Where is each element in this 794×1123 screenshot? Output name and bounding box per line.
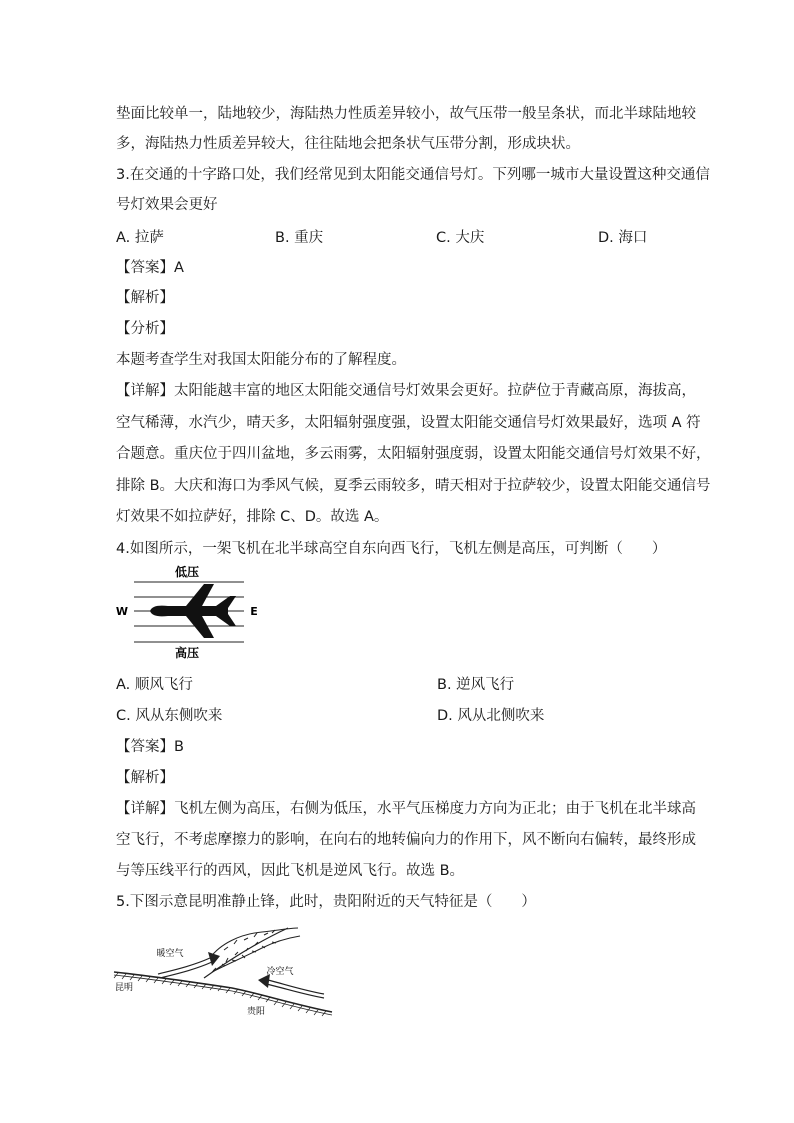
q4-figure-top-label: 低压 — [174, 565, 200, 579]
q4-option-a: A. 顺风飞行 — [116, 677, 193, 693]
ground-surface — [114, 972, 332, 1016]
q3-fenxi-tag: 【分析】 — [116, 321, 174, 337]
q3-option-b: B. 重庆 — [275, 230, 324, 246]
q4-option-d: D. 风从北侧吹来 — [437, 708, 545, 724]
q3-detail-line-4: 排除 B。大庆和海口为季风气候，夏季云雨较多，晴天相对于拉萨较少，设置太阳能交通信号 — [116, 478, 711, 494]
q3-analysis-tag: 【解析】 — [116, 290, 174, 306]
q4-figure-west-label: W — [115, 605, 129, 618]
q3-stem-line-1: 3.在交通的十字路口处，我们经常见到太阳能交通信号灯。下列哪一城市大量设置这种交通信 — [116, 167, 710, 183]
q3-detail-line-1: 【详解】太阳能越丰富的地区太阳能交通信号灯效果会更好。拉萨位于青藏高原，海拔高， — [116, 383, 696, 399]
q4-answer: 【答案】B — [116, 739, 184, 755]
q3-option-d: D. 海口 — [598, 230, 648, 246]
q4-option-b: B. 逆风飞行 — [437, 677, 515, 693]
q5-city-kunming-label: 昆明 — [114, 983, 134, 993]
cold-air-arrow — [258, 974, 324, 998]
q3-option-a: A. 拉萨 — [116, 230, 164, 246]
airplane-icon — [150, 584, 236, 638]
q5-stem: 5.下图示意昆明准静止锋，此时，贵阳附近的天气特征是（ ） — [116, 894, 536, 910]
q3-stem-line-2: 号灯效果会更好 — [116, 197, 218, 213]
q5-cold-air-label: 冷空气 — [266, 967, 294, 977]
q5-front-figure — [112, 922, 334, 1018]
q3-detail-line-2: 空气稀薄，水汽少，晴天多，太阳辐射强度强，设置太阳能交通信号灯效果最好，选项 A 符 — [116, 415, 701, 431]
q4-stem: 4.如图所示，一架飞机在北半球高空自东向西飞行，飞机左侧是高压，可判断（ ） — [116, 541, 667, 557]
q3-detail-line-3: 合题意。重庆位于四川盆地，多云雨雾，太阳辐射强度弱，设置太阳能交通信号灯效果不好， — [116, 446, 711, 462]
intro-line-1: 垫面比较单一，陆地较少，海陆热力性质差异较小，故气压带一般呈条状，而北半球陆地较 — [116, 106, 696, 122]
q4-detail-line-1: 【详解】飞机左侧为高压，右侧为低压，水平气压梯度力方向为正北；由于飞机在北半球高 — [116, 801, 696, 817]
q4-analysis-tag: 【解析】 — [116, 770, 174, 786]
q5-city-guiyang-label: 贵阳 — [246, 1007, 266, 1017]
intro-line-2: 多，海陆热力性质差异较大，往往陆地会把条状气压带分割，形成块状。 — [116, 136, 580, 152]
q4-isobar-figure — [112, 562, 262, 662]
q3-fenxi: 本题考查学生对我国太阳能分布的了解程度。 — [116, 352, 406, 368]
q3-answer: 【答案】A — [116, 260, 184, 276]
q4-option-c: C. 风从东侧吹来 — [116, 708, 223, 724]
cloud-band — [210, 928, 300, 972]
q4-detail-line-2: 空飞行，不考虑摩擦力的影响，在向右的地转偏向力的作用下，风不断向右偏转，最终形成 — [116, 832, 696, 848]
q5-warm-air-label: 暖空气 — [156, 949, 184, 959]
q3-detail-line-5: 灯效果不如拉萨好，排除 C、D。故选 A。 — [116, 509, 389, 525]
q4-detail-line-3: 与等压线平行的西风，因此飞机是逆风飞行。故选 B。 — [116, 863, 465, 879]
q4-figure-east-label: E — [250, 605, 258, 618]
q3-option-c: C. 大庆 — [436, 230, 485, 246]
q4-figure-bottom-label: 高压 — [174, 646, 200, 660]
